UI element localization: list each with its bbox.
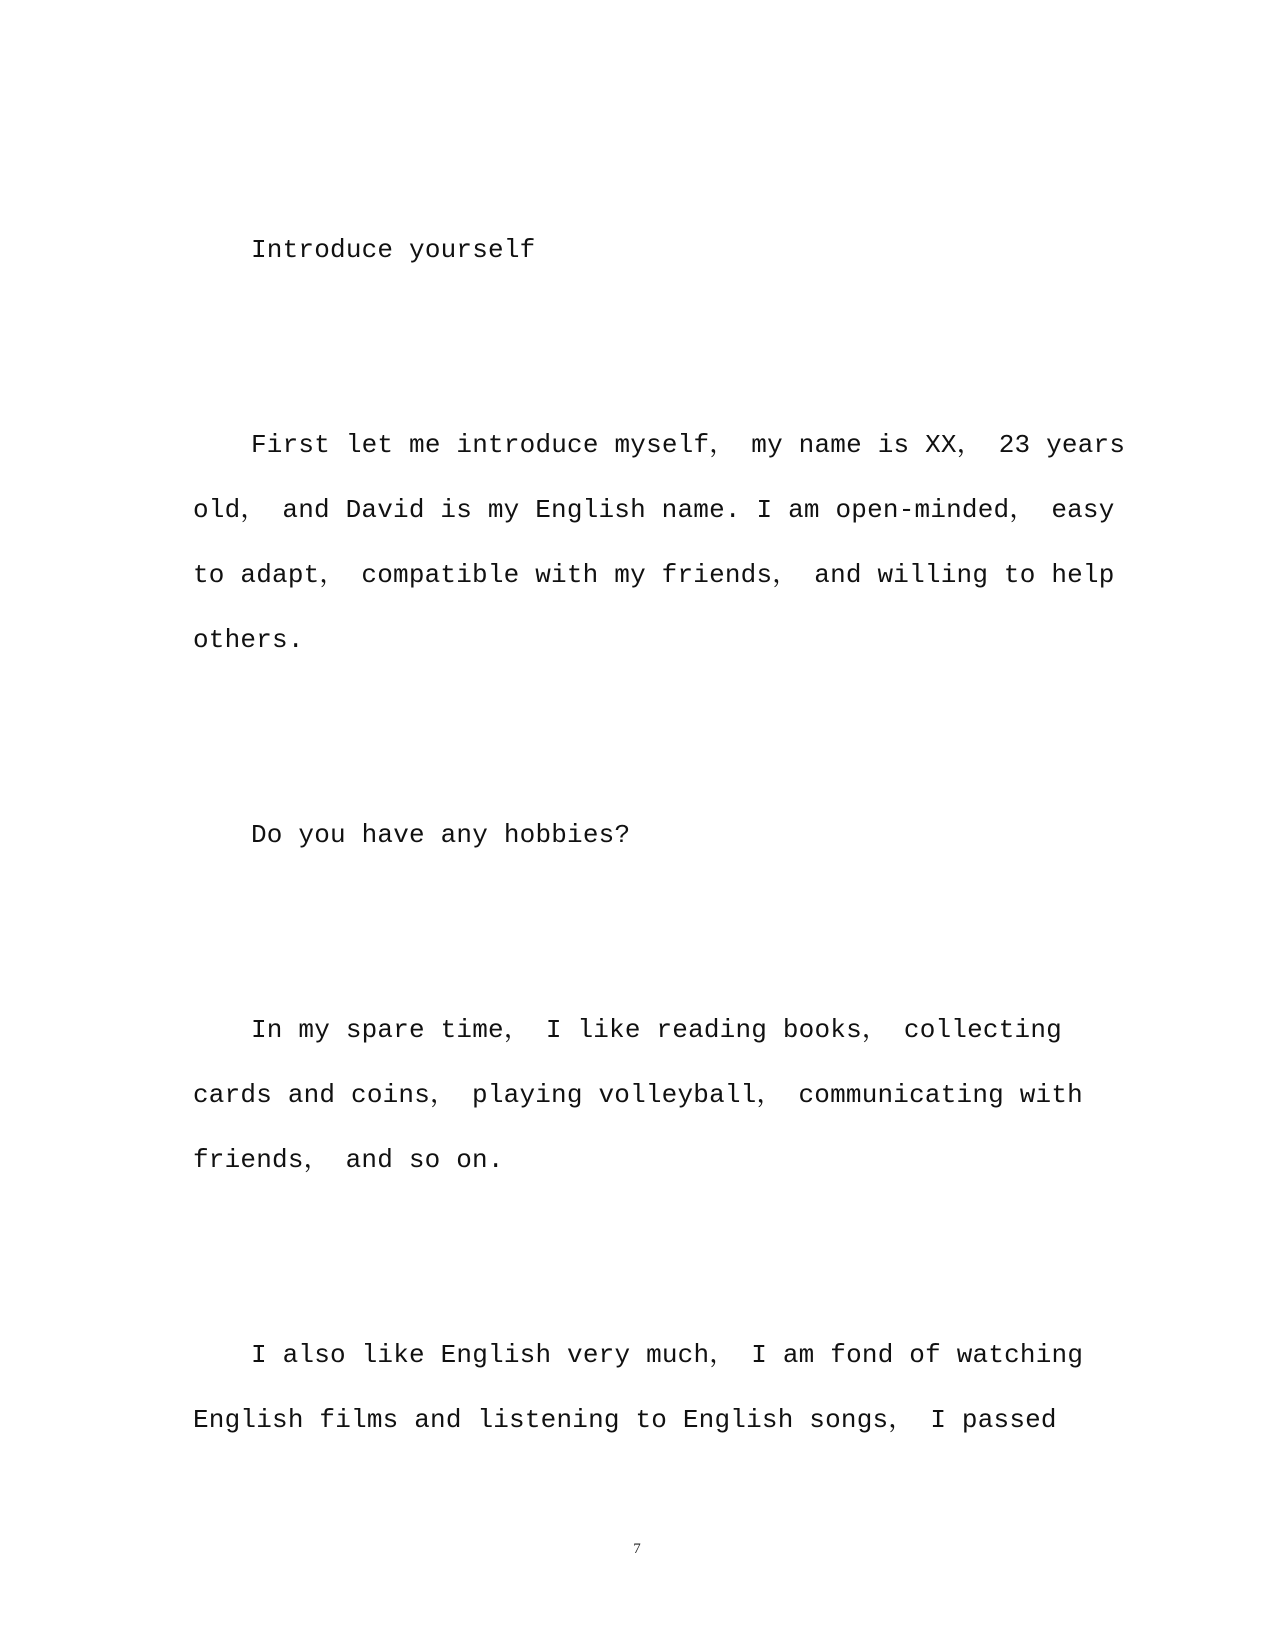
section-heading-hobbies: Do you have any hobbies? xyxy=(251,820,631,850)
paragraph-line: others. xyxy=(193,625,304,655)
paragraph-line: cards and coins， playing volleyball， communicating with xyxy=(193,1080,1083,1110)
section-heading-introduce: Introduce yourself xyxy=(251,235,536,265)
page-number: 7 xyxy=(633,1541,641,1557)
paragraph-line: I also like English very much， I am fond of watching xyxy=(251,1340,1084,1370)
paragraph-line: old， and David is my English name. I am open-minded， easy xyxy=(193,495,1115,525)
paragraph-line: English films and listening to English songs， I passed xyxy=(193,1405,1057,1435)
paragraph-line: to adapt， compatible with my friends， and willing to help xyxy=(193,560,1115,590)
paragraph-line: First let me introduce myself， my name is XX， 23 years xyxy=(251,430,1126,460)
paragraph-line: friends， and so on. xyxy=(193,1145,504,1175)
paragraph-line: In my spare time， I like reading books， collecting xyxy=(251,1015,1062,1045)
